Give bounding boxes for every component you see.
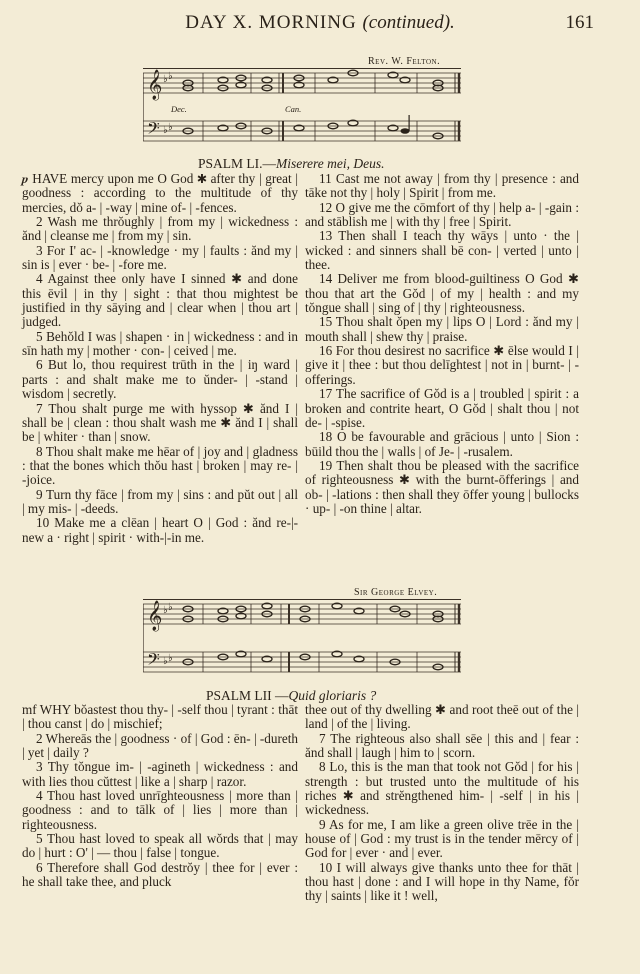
verse: 4 Against thee only have I sinned ✱ and done this ēvil | in thy | sight : that thou mightest be justified in thy sāying and | clear when | thou art | judged. — [22, 271, 298, 330]
svg-text:♭: ♭ — [168, 122, 173, 133]
verse: 8 Lo, this is the man that took not Gŏd | for his | strength : but trusted unto the multitude of his riches ✱ and strĕngthened him- | -self | in his | wickedness. — [305, 759, 579, 818]
chant2-composer: Sir George Elvey. — [354, 587, 438, 598]
chant1-score — [143, 68, 461, 153]
verse: 6 Therefore shall God destrŏy | thee for | ever : he shall take thee, and pluck — [22, 859, 298, 890]
psalm52-latin: Quid gloriaris ? — [288, 688, 377, 703]
psalm52-number: PSALM LII — — [206, 688, 289, 703]
verse: 7 Thou shalt purge me with hyssop ✱ ănd I | shall be | clean : thou shalt wash me ✱ ănd I | shall be | whiter · than | snow. — [22, 400, 298, 445]
verse: 17 The sacrifice of Gŏd is a | troubled | spirit : a broken and contrite heart, O Gŏd | shalt thou | not de- | -spise. — [305, 386, 579, 430]
verse: 16 For thou desirest no sacrifice ✱ ēlse would I | give it | thee : but thou delīghtest | not in | burnt- | -offerings. — [305, 343, 579, 387]
psalm51-heading — [198, 156, 384, 172]
chant2-staff-svg — [143, 600, 461, 684]
chant2-score — [143, 599, 461, 684]
verse: 6 But lo, thou requirest trūth in the | iŋ ward | parts : and shalt make me to ŭnder- | -stand | wisdom | secretly. — [22, 357, 298, 402]
psalm51-number: PSALM LI.— — [198, 156, 277, 171]
svg-text:𝄢: 𝄢 — [147, 118, 160, 142]
verse: 11 Cast me not away | from thy | presence : and tāke not thy | holy | Spirit | from me. — [305, 171, 579, 201]
psalm51-latin: Miserere mei, Deus. — [276, 156, 385, 171]
svg-text:♭: ♭ — [163, 656, 168, 667]
verse: 13 Then shall I teach thy wāys | unto · the | wicked : and sinners shall bē con- | verted | unto | thee. — [305, 228, 579, 273]
verse: 7 The righteous also shall sēe | this and | fear : ănd shall | laugh | him to | scorn. — [305, 730, 579, 761]
verse: 3 Thy tŏngue im- | -agineth | wickedness : and with lies thou cŭttest | like a | sharp | razor. — [22, 759, 298, 789]
page-title — [0, 12, 640, 34]
verse: 5 Behŏld I was | shapen · in | wickedness : and in sīn hath my | mother · con- | ceived | me. — [22, 328, 298, 359]
svg-text:♭: ♭ — [163, 125, 168, 136]
verse: 18 O be favourable and grācious | unto | Sion : būild thou the | walls | of Je- | -rusalem. — [305, 429, 579, 459]
verse: mf WHY bŏastest thou thy- | -self thou | tyrant : thāt | thou canst | do | mischief; — [22, 702, 298, 732]
dec-label: Dec. — [171, 104, 187, 114]
verse: 15 Thou shalt ŏpen my | lips O | Lord : ănd my | mouth shall | shew thy | praise. — [305, 314, 579, 344]
chant1-composer: Rev. W. Felton. — [368, 56, 441, 67]
page-header — [0, 12, 640, 38]
svg-text:♭: ♭ — [168, 653, 173, 664]
verse: 5 Thou hast loved to speak all wŏrds that | may do | hurt : O' | — thou | false | tongue. — [22, 831, 298, 861]
continued-label: (continued). — [362, 12, 455, 33]
svg-text:𝄢: 𝄢 — [147, 649, 160, 673]
svg-text:♭: ♭ — [168, 71, 173, 82]
day-title: DAY X. MORNING — [185, 12, 357, 33]
svg-text:𝄞: 𝄞 — [147, 601, 163, 631]
verse: 8 Thou shalt make me hēar of | joy and | gladness : that the bones which thŏu hast | broken | may re- | -joice. — [22, 443, 298, 488]
verse: 12 O give me the cōmfort of thy | help a- | -gain : and stāblish me | with thy | free | Spirit. — [305, 199, 579, 230]
verse: 10 I will always give thanks unto thee for thāt | thou hast | done : and I will hope in thy Name, fŏr thy | saints | like it ! well, — [305, 859, 579, 904]
verse: 14 Deliver me from blood-guiltiness O God ✱ thou that art the Gŏd | of my | health : and my tŏngue shall | sing of | thy | righteousness. — [305, 271, 579, 316]
verse: 2 Whereās the | goodness · of | God : ēn- | -dureth | yet | daily ? — [22, 730, 298, 761]
page-number: 161 — [565, 12, 594, 33]
verse: 9 Turn thy fāce | from my | sins : and pŭt out | all | my mis- | -deeds. — [22, 486, 298, 516]
psalm51-right-column — [305, 172, 579, 516]
svg-text:♭: ♭ — [163, 605, 168, 616]
svg-text:♭: ♭ — [168, 602, 173, 613]
svg-text:♭: ♭ — [163, 74, 168, 85]
psalm52-left-column — [22, 703, 298, 889]
psalm52-right-column — [305, 703, 579, 904]
svg-text:𝄞: 𝄞 — [147, 70, 163, 100]
psalm51-left-column — [22, 172, 298, 545]
verse: 4 Thou hast loved unrīghteousness | more than | goodness : and to tālk of | lies | more than | righteousness. — [22, 788, 298, 832]
verse: 10 Make me a clēan | heart O | God : ănd re-|-new a · right | spirit · with-|-in me. — [22, 515, 298, 545]
can-label: Can. — [285, 104, 302, 114]
verse: 3 For I' ac- | -knowledge · my | faults : ănd my | sin is | ever · be- | -fore me. — [22, 242, 298, 273]
verse: 2 Wash me thrŏughly | from my | wickedness : ănd | cleanse me | from my | sin. — [22, 214, 298, 244]
chant1-staff-svg — [143, 69, 461, 153]
verse: 19 Then shalt thou be pleased with the sacrifice of righteousness ✱ with the burnt-ōfferings | and ob- | -lations : then shall they ōffer young | bullocks · up- | -on thine | altar. — [305, 457, 579, 516]
verse: 𝆏 HAVE mercy upon me O God ✱ after thy | great | goodness : according to the multitude of thy mercies, dŏ a- | -way | mine of- | -fences. — [22, 171, 298, 215]
verse: 9 As for me, I am like a green olive trēe in the | house of | God : my trust is in the tender mērcy of | God for | ever · and | ever. — [305, 816, 579, 861]
verse: thee out of thy dwelling ✱ and root theē out of the | land | of the | living. — [305, 702, 579, 732]
